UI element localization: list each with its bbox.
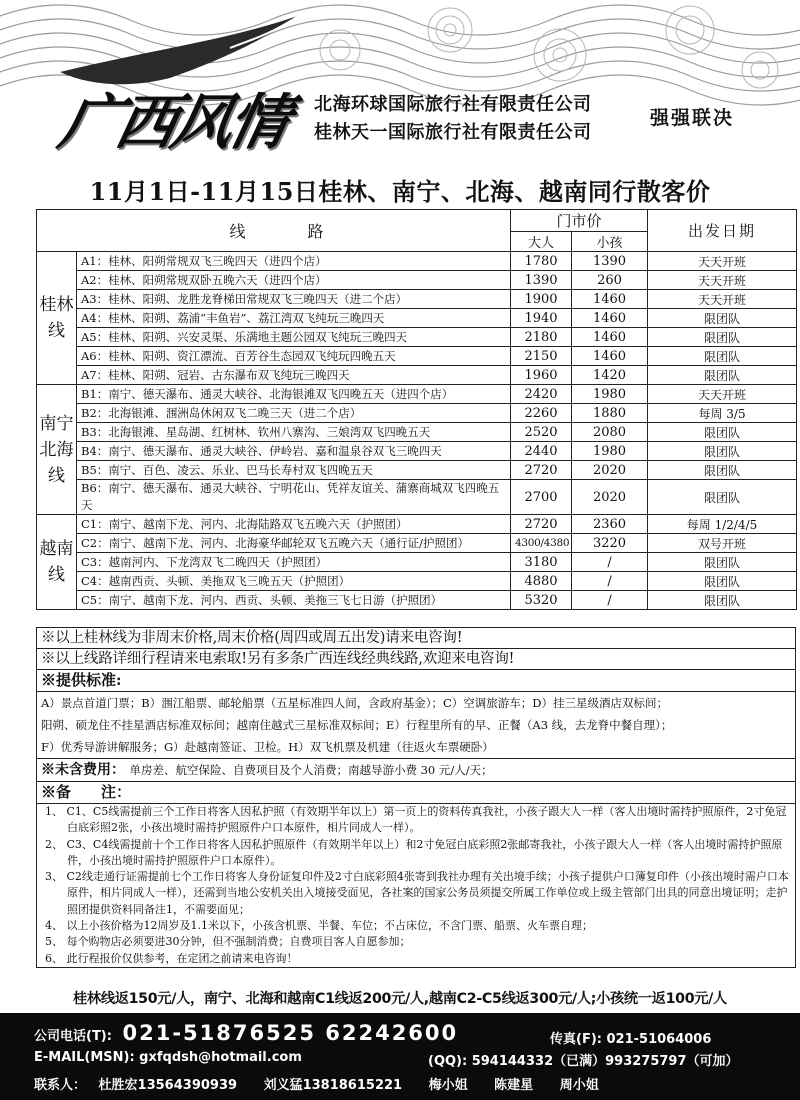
note-item: 6、 此行程报价仅供参考，在定团之前请来电咨询！ — [45, 951, 298, 965]
exclude-text: 单房差、航空保险、自费项目及个人消费；南越导游小费 30 元/人/天； — [129, 763, 493, 777]
adult-price: 2700 — [511, 480, 572, 515]
col-child-header: 小孩 — [572, 232, 648, 252]
route-name: B5：南宁、百色、凌云、乐业、巴马长寿村双飞四晚五天 — [77, 461, 511, 480]
company-names — [314, 91, 592, 147]
departure-date: 限团队 — [648, 366, 797, 385]
phone-label: 公司电话(T): — [34, 1029, 112, 1044]
route-name: B6：南宁、德天瀑布、通灵大峡谷、宁明花山、凭祥友谊关、蒲寨商城双飞四晚五天 — [77, 480, 511, 515]
child-price: 260 — [572, 271, 648, 290]
adult-price: 2520 — [511, 423, 572, 442]
child-price: / — [572, 572, 648, 591]
child-price: / — [572, 553, 648, 572]
adult-price: 2720 — [511, 515, 572, 534]
route-name: A3：桂林、阳朔、龙胜龙脊梯田常规双飞三晚四天（进二个店） — [77, 290, 511, 309]
adult-price: 3180 — [511, 553, 572, 572]
contact-person: 杜胜宏13564390939 — [98, 1078, 238, 1093]
route-name: A2：桂林、阳朔常规双卧五晚六天（进四个店） — [77, 271, 511, 290]
logo-text: 广西风情 — [53, 88, 293, 158]
route-name: A6：桂林、阳朔、资江漂流、百芳谷生态园双飞纯玩四晚五天 — [77, 347, 511, 366]
child-price: 1460 — [572, 347, 648, 366]
departure-date: 限团队 — [648, 591, 797, 610]
adult-price: 1960 — [511, 366, 572, 385]
adult-price: 1390 — [511, 271, 572, 290]
departure-date: 双号开班 — [648, 534, 797, 553]
departure-date: 限团队 — [648, 553, 797, 572]
departure-date: 每周 1/2/4/5 — [648, 515, 797, 534]
child-price: 2080 — [572, 423, 648, 442]
col-route-header: 线 路 — [37, 210, 511, 252]
adult-price: 5320 — [511, 591, 572, 610]
departure-date: 天天开班 — [648, 385, 797, 404]
company-name-beihai: 北海环球国际旅行社有限责任公司 — [314, 94, 592, 115]
slogan: 强强联决 — [650, 107, 735, 129]
child-price: 1460 — [572, 309, 648, 328]
col-price-header: 门市价 — [511, 210, 648, 232]
child-price: 1980 — [572, 385, 648, 404]
table-row — [37, 271, 797, 290]
table-row — [37, 591, 797, 610]
route-name: C3：越南河内、下龙湾双飞二晚四天（护照团） — [77, 553, 511, 572]
departure-date: 限团队 — [648, 309, 797, 328]
table-row — [37, 515, 797, 534]
contact-person: 陈建星 — [494, 1078, 534, 1093]
standard-list — [37, 691, 795, 758]
contacts-row — [34, 1074, 617, 1093]
departure-date: 限团队 — [648, 423, 797, 442]
note-item: 2、 C3、C4线需提前十个工作日将客人因私护照原件（有效期半年以上）和2寸免冠白底彩照2张邮寄我社，小孩子跟大人一样（客人出境时需持护照原件，小孩出境时需持护照原件户口本原件）。 — [45, 837, 783, 867]
table-row — [37, 328, 797, 347]
child-price: / — [572, 591, 648, 610]
route-name: B4：南宁、德天瀑布、通灵大峡谷、伊岭岩、嘉和温泉谷双飞三晚四天 — [77, 442, 511, 461]
logo — [40, 35, 310, 165]
adult-price: 1900 — [511, 290, 572, 309]
footer-contact — [0, 1013, 800, 1100]
email[interactable]: E-MAIL(MSN): gxfqdsh@hotmail.com — [34, 1050, 302, 1065]
col-departure-header: 出发日期 — [648, 210, 797, 252]
route-group-label: 桂林线 — [37, 252, 77, 385]
adult-price: 2150 — [511, 347, 572, 366]
table-row — [37, 534, 797, 553]
route-name: B2：北海银滩、涠洲岛休闲双飞二晚三天（进二个店） — [77, 404, 511, 423]
child-price: 3220 — [572, 534, 648, 553]
child-price: 1980 — [572, 442, 648, 461]
table-row — [37, 442, 797, 461]
table-row — [37, 423, 797, 442]
route-name: A7：桂林、阳朔、冠岩、古东瀑布双飞纯玩三晚四天 — [77, 366, 511, 385]
adult-price: 4880 — [511, 572, 572, 591]
route-name: C5：南宁、越南下龙、河内、西贡、头顿、美拖三飞七日游（护照团） — [77, 591, 511, 610]
child-price: 1390 — [572, 252, 648, 271]
standard-line: A）景点首道门票；B）涠江船票、邮轮船票（五星标准四人间，含政府基金）；C）空调旅游车；D）挂三星级酒店双标间； — [41, 696, 669, 710]
table-row — [37, 572, 797, 591]
page-title: 11月1日-11月15日桂林、南宁、北海、越南同行散客价 — [89, 177, 711, 206]
table-row — [37, 461, 797, 480]
departure-date: 每周 3/5 — [648, 404, 797, 423]
table-row — [37, 385, 797, 404]
info-section — [36, 627, 796, 968]
table-row — [37, 252, 797, 271]
note-item: 3、 C2线走通行证需提前七个工作日将客人身份证复印件及2寸白底彩照4张寄到我社办理有关出境手续；小孩子提供户口簿复印件（小孩出境时需户口本原件，相片同成人一样），还需到当地公安机关出入境接受面见，各社案的国家公务员须提交所属工作单位或上级主管部门出具的同意出境证明；走护照团提供资料同备注1，不需要面见； — [45, 870, 789, 916]
table-row — [37, 290, 797, 309]
route-name: B3：北海银滩、星岛湖、红树林、钦州八寨沟、三娘湾双飞四晚五天 — [77, 423, 511, 442]
qq-numbers: (QQ): 594144332（已满）993275797（可加） — [428, 1054, 739, 1069]
adult-price: 2260 — [511, 404, 572, 423]
table-row — [37, 553, 797, 572]
notes-title: ※备 注： — [37, 781, 795, 803]
table-row — [37, 309, 797, 328]
rebate-policy: 桂林线返150元/人，南宁、北海和越南C1线返200元/人,越南C2-C5线返300元/人;小孩统一返100元/人 — [73, 991, 727, 1007]
route-name: C4：越南西贡、头顿、美拖双飞三晚五天（护照团） — [77, 572, 511, 591]
exclusion-row — [37, 758, 795, 781]
route-group-label: 南宁北海线 — [37, 385, 77, 515]
contacts-label: 联系人： — [34, 1078, 87, 1093]
contact-person: 周小姐 — [559, 1078, 599, 1093]
child-price: 1460 — [572, 290, 648, 309]
standard-line: 阳朔、硕龙住不挂星酒店标准双标间；越南住越式三星标准双标间；E）行程里所有的早、正餐（A3 线，去龙脊中餐自理）； — [41, 718, 673, 732]
adult-price: 2440 — [511, 442, 572, 461]
departure-date: 限团队 — [648, 442, 797, 461]
table-row — [37, 366, 797, 385]
child-price: 1420 — [572, 366, 648, 385]
departure-date: 限团队 — [648, 328, 797, 347]
notice-itinerary: ※以上线路详细行程请来电索取!另有多条广西连线经典线路,欢迎来电咨询! — [37, 648, 795, 669]
notice-weekend-price: ※以上桂林线为非周末价格,周末价格(周四或周五出发)请来电咨询! — [37, 627, 795, 648]
departure-date: 限团队 — [648, 480, 797, 515]
phone-row — [34, 1021, 458, 1045]
child-price: 2020 — [572, 461, 648, 480]
child-price: 1880 — [572, 404, 648, 423]
departure-date: 天天开班 — [648, 271, 797, 290]
header — [0, 0, 800, 172]
note-item: 1、 C1、C5线需提前三个工作日将客人因私护照（有效期半年以上）第一页上的资料传真我社，小孩子跟大人一样（客人出境时需持护照原件，2寸免冠白底彩照2张，小孩出境时需持护照原件户口本原件，相片同成人一样）。 — [45, 805, 787, 835]
standard-title: ※提供标准: — [37, 669, 795, 691]
adult-price: 1780 — [511, 252, 572, 271]
adult-price: 1940 — [511, 309, 572, 328]
child-price: 2360 — [572, 515, 648, 534]
contact-person: 梅小姐 — [428, 1078, 468, 1093]
route-name: B1：南宁、德天瀑布、通灵大峡谷、北海银滩双飞四晚五天（进四个店） — [77, 385, 511, 404]
route-name: A5：桂林、阳朔、兴安灵渠、乐满地主题公园双飞纯玩三晚四天 — [77, 328, 511, 347]
table-row — [37, 347, 797, 366]
departure-date: 限团队 — [648, 347, 797, 366]
route-name: C2：南宁、越南下龙、河内、北海豪华邮轮双飞五晚六天（通行证/护照团） — [77, 534, 511, 553]
departure-date: 天天开班 — [648, 252, 797, 271]
fax: 传真(F): 021-51064006 — [550, 1032, 712, 1047]
table-row — [37, 404, 797, 423]
child-price: 2020 — [572, 480, 648, 515]
departure-date: 限团队 — [648, 461, 797, 480]
col-adult-header: 大人 — [511, 232, 572, 252]
price-table — [36, 209, 797, 610]
table-row — [37, 480, 797, 515]
adult-price: 2720 — [511, 461, 572, 480]
notes-list — [37, 803, 795, 967]
route-name: A4：桂林、阳朔、荔浦“丰鱼岩”、荔江湾双飞纯玩三晚四天 — [77, 309, 511, 328]
note-item: 5、 每个购物店必须要进30分钟，但不强制消费；自费项目客人自愿参加； — [45, 935, 411, 949]
adult-price: 4300/4380 — [511, 534, 572, 553]
route-name: C1：南宁、越南下龙、河内、北海陆路双飞五晚六天（护照团） — [77, 515, 511, 534]
company-name-guilin: 桂林天一国际旅行社有限责任公司 — [314, 122, 592, 143]
phone-number[interactable]: 021-51876525 62242600 — [122, 1021, 459, 1045]
child-price: 1460 — [572, 328, 648, 347]
note-item: 4、 以上小孩价格为12周岁及1.1米以下，小孩含机票、半餐、车位；不占床位，不含门票、船票、火车票自理； — [45, 919, 593, 933]
table-header-row — [37, 210, 797, 232]
contact-person: 刘义猛13818615221 — [263, 1078, 403, 1093]
departure-date: 天天开班 — [648, 290, 797, 309]
departure-date: 限团队 — [648, 572, 797, 591]
exclude-title: ※未含费用： — [41, 762, 125, 778]
route-group-label: 越南线 — [37, 515, 77, 610]
route-name: A1：桂林、阳朔常规双飞三晚四天（进四个店） — [77, 252, 511, 271]
adult-price: 2420 — [511, 385, 572, 404]
adult-price: 2180 — [511, 328, 572, 347]
standard-line: F）优秀导游讲解服务；G）赴越南签证、卫检。H）双飞机票及机建（往返火车票硬卧） — [41, 740, 494, 754]
